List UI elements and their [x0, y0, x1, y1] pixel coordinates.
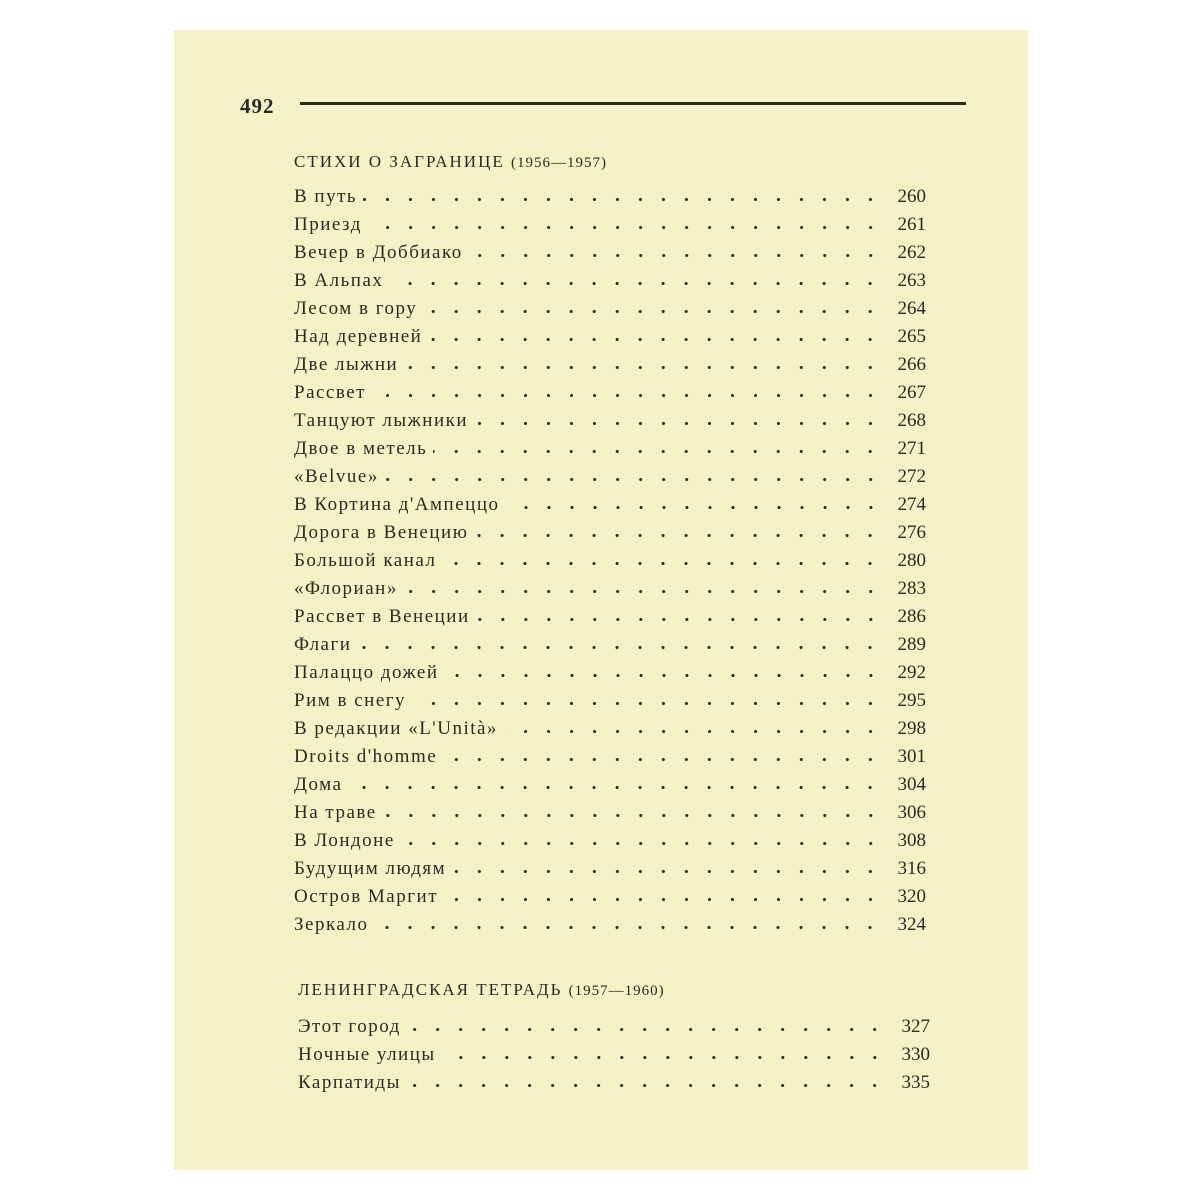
toc-entry-title: В Лондоне — [294, 830, 395, 851]
toc-entry-title: Остров Маргит — [294, 886, 439, 907]
toc-entry-title: Над деревней — [294, 326, 423, 347]
dot-leader — [504, 729, 882, 734]
dot-leader — [389, 281, 882, 286]
dot-leader — [442, 1055, 886, 1060]
toc-entry — [294, 634, 926, 662]
toc-entry — [294, 354, 926, 382]
toc-entry-title: Карпатиды — [298, 1072, 401, 1093]
dot-leader — [385, 477, 882, 482]
toc-entry-title: Дорога в Венецию — [294, 522, 469, 543]
dot-leader — [469, 253, 882, 258]
toc-entry-page: 330 — [901, 1044, 930, 1065]
dot-leader — [383, 813, 882, 818]
dot-leader — [452, 869, 882, 874]
toc-entry — [294, 858, 926, 886]
dot-leader — [412, 701, 882, 706]
dot-leader — [433, 449, 882, 454]
toc-entry-page: 286 — [897, 606, 926, 627]
toc-entry-page: 335 — [901, 1072, 930, 1093]
toc-entry-title: Две лыжни — [294, 354, 399, 375]
toc-entry-page: 265 — [897, 326, 926, 347]
dot-leader — [423, 309, 882, 314]
toc-entry-title: В Альпах — [294, 270, 384, 291]
toc-entry — [294, 326, 926, 354]
toc-entry-page: 320 — [897, 886, 926, 907]
dot-leader — [407, 1083, 886, 1088]
toc-entry-page: 324 — [897, 914, 926, 935]
toc-entry-page: 306 — [897, 802, 926, 823]
section-years: (1957—1960) — [568, 983, 665, 999]
toc-entry — [294, 802, 926, 830]
dot-leader — [445, 673, 883, 678]
toc-entry-title: Флаги — [294, 634, 352, 655]
toc-entry-page: 283 — [897, 578, 926, 599]
toc-entry-title: В Кортина д'Ампеццо — [294, 494, 500, 515]
toc-entry — [294, 522, 926, 550]
toc-entry-title: На траве — [294, 802, 377, 823]
toc-list-section-2 — [298, 1016, 930, 1100]
toc-entry-page: 271 — [897, 438, 926, 459]
toc-entry-title: Большой канал — [294, 550, 437, 571]
toc-entry-page: 263 — [897, 270, 926, 291]
dot-leader — [444, 897, 882, 902]
dot-leader — [442, 561, 882, 566]
toc-entry-title: Рассвет в Венеции — [294, 606, 470, 627]
toc-entry-page: 289 — [897, 634, 926, 655]
toc-entry — [294, 382, 926, 410]
dot-leader — [348, 785, 882, 790]
toc-entry-page: 280 — [897, 550, 926, 571]
dot-leader — [368, 225, 882, 230]
toc-entry-title: Рассвет — [294, 382, 366, 403]
toc-entry — [294, 606, 926, 634]
dot-leader — [474, 533, 882, 538]
toc-entry-page: 301 — [897, 746, 926, 767]
dot-leader — [401, 841, 882, 846]
toc-entry-title: Ночные улицы — [298, 1044, 436, 1065]
toc-entry — [294, 494, 926, 522]
toc-entry-page: 316 — [897, 858, 926, 879]
toc-entry-page: 274 — [897, 494, 926, 515]
toc-entry — [298, 1016, 930, 1044]
dot-leader — [407, 1027, 886, 1032]
toc-entry — [294, 186, 926, 214]
toc-entry-title: Зеркало — [294, 914, 369, 935]
section-title-text: ЛЕНИНГРАДСКАЯ ТЕТРАДЬ — [298, 980, 563, 999]
toc-entry-title: «Belvue» — [294, 466, 379, 487]
toc-entry — [294, 914, 926, 942]
toc-entry-title: Этот город — [298, 1016, 401, 1037]
book-page — [174, 30, 1028, 1170]
toc-entry-page: 267 — [897, 382, 926, 403]
section-title-1 — [294, 152, 607, 172]
dot-leader — [363, 197, 882, 202]
toc-entry-page: 327 — [901, 1016, 930, 1037]
dot-leader — [404, 589, 882, 594]
section-title-2 — [298, 980, 665, 1000]
toc-entry-title: Droits d'homme — [294, 746, 438, 767]
toc-entry — [298, 1044, 930, 1072]
toc-entry — [294, 886, 926, 914]
toc-entry — [294, 662, 926, 690]
dot-leader — [357, 645, 882, 650]
toc-entry-title: Дома — [294, 774, 343, 795]
toc-entry-title: В путь — [294, 186, 358, 207]
section-title-text: СТИХИ О ЗАГРАНИЦЕ — [294, 152, 505, 171]
toc-entry-title: Двое в метель — [294, 438, 428, 459]
toc-entry-page: 272 — [897, 466, 926, 487]
dot-leader — [372, 393, 882, 398]
toc-entry-page: 304 — [897, 774, 926, 795]
dot-leader — [428, 337, 882, 342]
toc-entry-page: 262 — [897, 242, 926, 263]
dot-leader — [374, 925, 882, 930]
toc-entry-title: Вечер в Доббиако — [294, 242, 463, 263]
toc-entry-page: 260 — [897, 186, 926, 207]
toc-entry-title: Рим в снегу — [294, 690, 407, 711]
section-years: (1956—1957) — [510, 155, 607, 171]
toc-entry — [294, 466, 926, 494]
toc-entry — [294, 690, 926, 718]
dot-leader — [506, 505, 883, 510]
toc-entry-title: В редакции «L'Unità» — [294, 718, 498, 739]
toc-entry — [294, 830, 926, 858]
toc-entry — [294, 242, 926, 270]
toc-entry-title: Приезд — [294, 214, 362, 235]
toc-list-section-1 — [294, 186, 926, 942]
toc-entry — [294, 718, 926, 746]
toc-entry-page: 298 — [897, 718, 926, 739]
toc-entry-title: «Флориан» — [294, 578, 398, 599]
page-number: 492 — [240, 94, 275, 118]
toc-entry-title: Лесом в гору — [294, 298, 418, 319]
toc-entry — [294, 298, 926, 326]
toc-entry-page: 308 — [897, 830, 926, 851]
toc-entry-page: 266 — [897, 354, 926, 375]
dot-leader — [476, 617, 882, 622]
toc-entry-page: 261 — [897, 214, 926, 235]
toc-entry-page: 264 — [897, 298, 926, 319]
toc-entry — [294, 550, 926, 578]
toc-entry — [294, 270, 926, 298]
toc-entry-page: 292 — [897, 662, 926, 683]
toc-entry — [294, 438, 926, 466]
toc-entry — [294, 578, 926, 606]
dot-leader — [474, 421, 882, 426]
toc-entry — [294, 746, 926, 774]
toc-entry-title: Будущим людям — [294, 858, 447, 879]
toc-entry-title: Танцуют лыжники — [294, 410, 469, 431]
toc-entry — [294, 410, 926, 438]
toc-entry-page: 268 — [897, 410, 926, 431]
toc-entry — [294, 774, 926, 802]
dot-leader — [443, 757, 882, 762]
toc-entry — [298, 1072, 930, 1100]
toc-entry — [294, 214, 926, 242]
dot-leader — [404, 365, 882, 370]
toc-entry-page: 295 — [897, 690, 926, 711]
toc-entry-page: 276 — [897, 522, 926, 543]
toc-entry-title: Палаццо дожей — [294, 662, 439, 683]
header-rule — [300, 102, 966, 105]
